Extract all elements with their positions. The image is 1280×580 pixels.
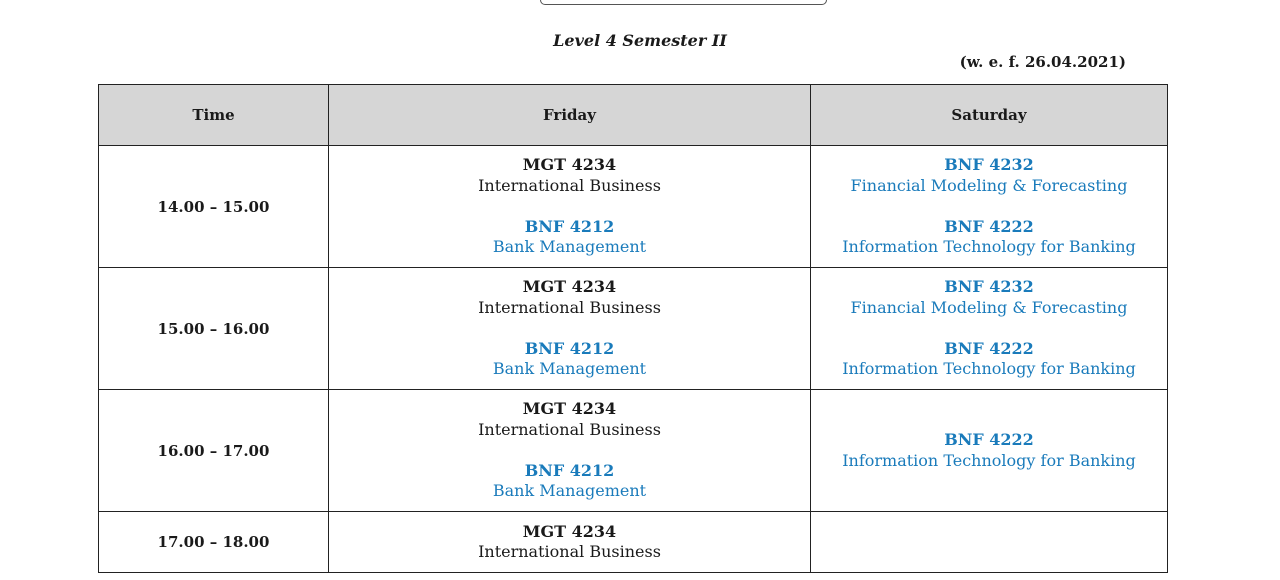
course-name: Bank Management	[492, 481, 647, 501]
course-code: BNF 4212	[524, 216, 615, 236]
course-entry	[329, 155, 810, 196]
table-row	[99, 146, 1168, 268]
time-cell: 14.00 – 15.00	[99, 146, 329, 268]
course-code: MGT 4234	[522, 399, 617, 419]
table-row	[99, 268, 1168, 390]
course-code: BNF 4212	[524, 338, 615, 358]
friday-cell	[329, 390, 811, 512]
title-box-edge	[540, 0, 827, 5]
course-name: Bank Management	[492, 237, 647, 257]
course-code: BNF 4232	[944, 277, 1034, 297]
course-name: Information Technology for Banking	[842, 450, 1136, 470]
time-cell: 16.00 – 17.00	[99, 390, 329, 512]
saturday-cell	[811, 512, 1168, 573]
course-name: Bank Management	[492, 359, 647, 379]
course-entry	[329, 339, 810, 380]
course-code: MGT 4234	[522, 277, 617, 297]
timetable	[98, 84, 1168, 573]
effective-date: (w. e. f. 26.04.2021)	[959, 53, 1126, 71]
course-entry	[329, 277, 810, 318]
course-name: Financial Modeling & Forecasting	[850, 297, 1128, 317]
course-entry	[811, 277, 1167, 318]
course-name: Information Technology for Banking	[842, 237, 1136, 257]
course-entry	[811, 217, 1167, 258]
page-subtitle: Level 4 Semester II	[553, 31, 727, 50]
friday-cell	[329, 268, 811, 390]
header-friday: Friday	[329, 85, 811, 146]
friday-cell	[329, 512, 811, 573]
course-entry	[329, 461, 810, 502]
course-code: BNF 4212	[524, 460, 615, 480]
table-row	[99, 390, 1168, 512]
course-entry	[811, 155, 1167, 196]
header-time: Time	[99, 85, 329, 146]
course-entry	[811, 430, 1167, 471]
course-code: MGT 4234	[522, 521, 617, 541]
course-name: International Business	[478, 419, 661, 439]
course-name: Financial Modeling & Forecasting	[850, 175, 1128, 195]
course-name: International Business	[478, 175, 661, 195]
header-saturday: Saturday	[811, 85, 1168, 146]
course-code: BNF 4222	[944, 338, 1034, 358]
course-code: BNF 4222	[944, 430, 1034, 449]
course-entry	[329, 522, 810, 563]
saturday-cell	[811, 268, 1168, 390]
friday-cell	[329, 146, 811, 268]
course-code: BNF 4232	[944, 155, 1034, 175]
saturday-cell	[811, 146, 1168, 268]
time-cell: 17.00 – 18.00	[99, 512, 329, 573]
table-row	[99, 512, 1168, 573]
course-entry	[811, 339, 1167, 380]
course-code: MGT 4234	[522, 155, 617, 175]
time-cell: 15.00 – 16.00	[99, 268, 329, 390]
course-name: Information Technology for Banking	[842, 359, 1136, 379]
course-code: BNF 4222	[944, 216, 1034, 236]
saturday-cell	[811, 390, 1168, 512]
course-name: International Business	[478, 542, 661, 561]
course-entry	[329, 217, 810, 258]
course-entry	[329, 399, 810, 440]
course-name: International Business	[478, 297, 661, 317]
header-row	[99, 85, 1168, 146]
